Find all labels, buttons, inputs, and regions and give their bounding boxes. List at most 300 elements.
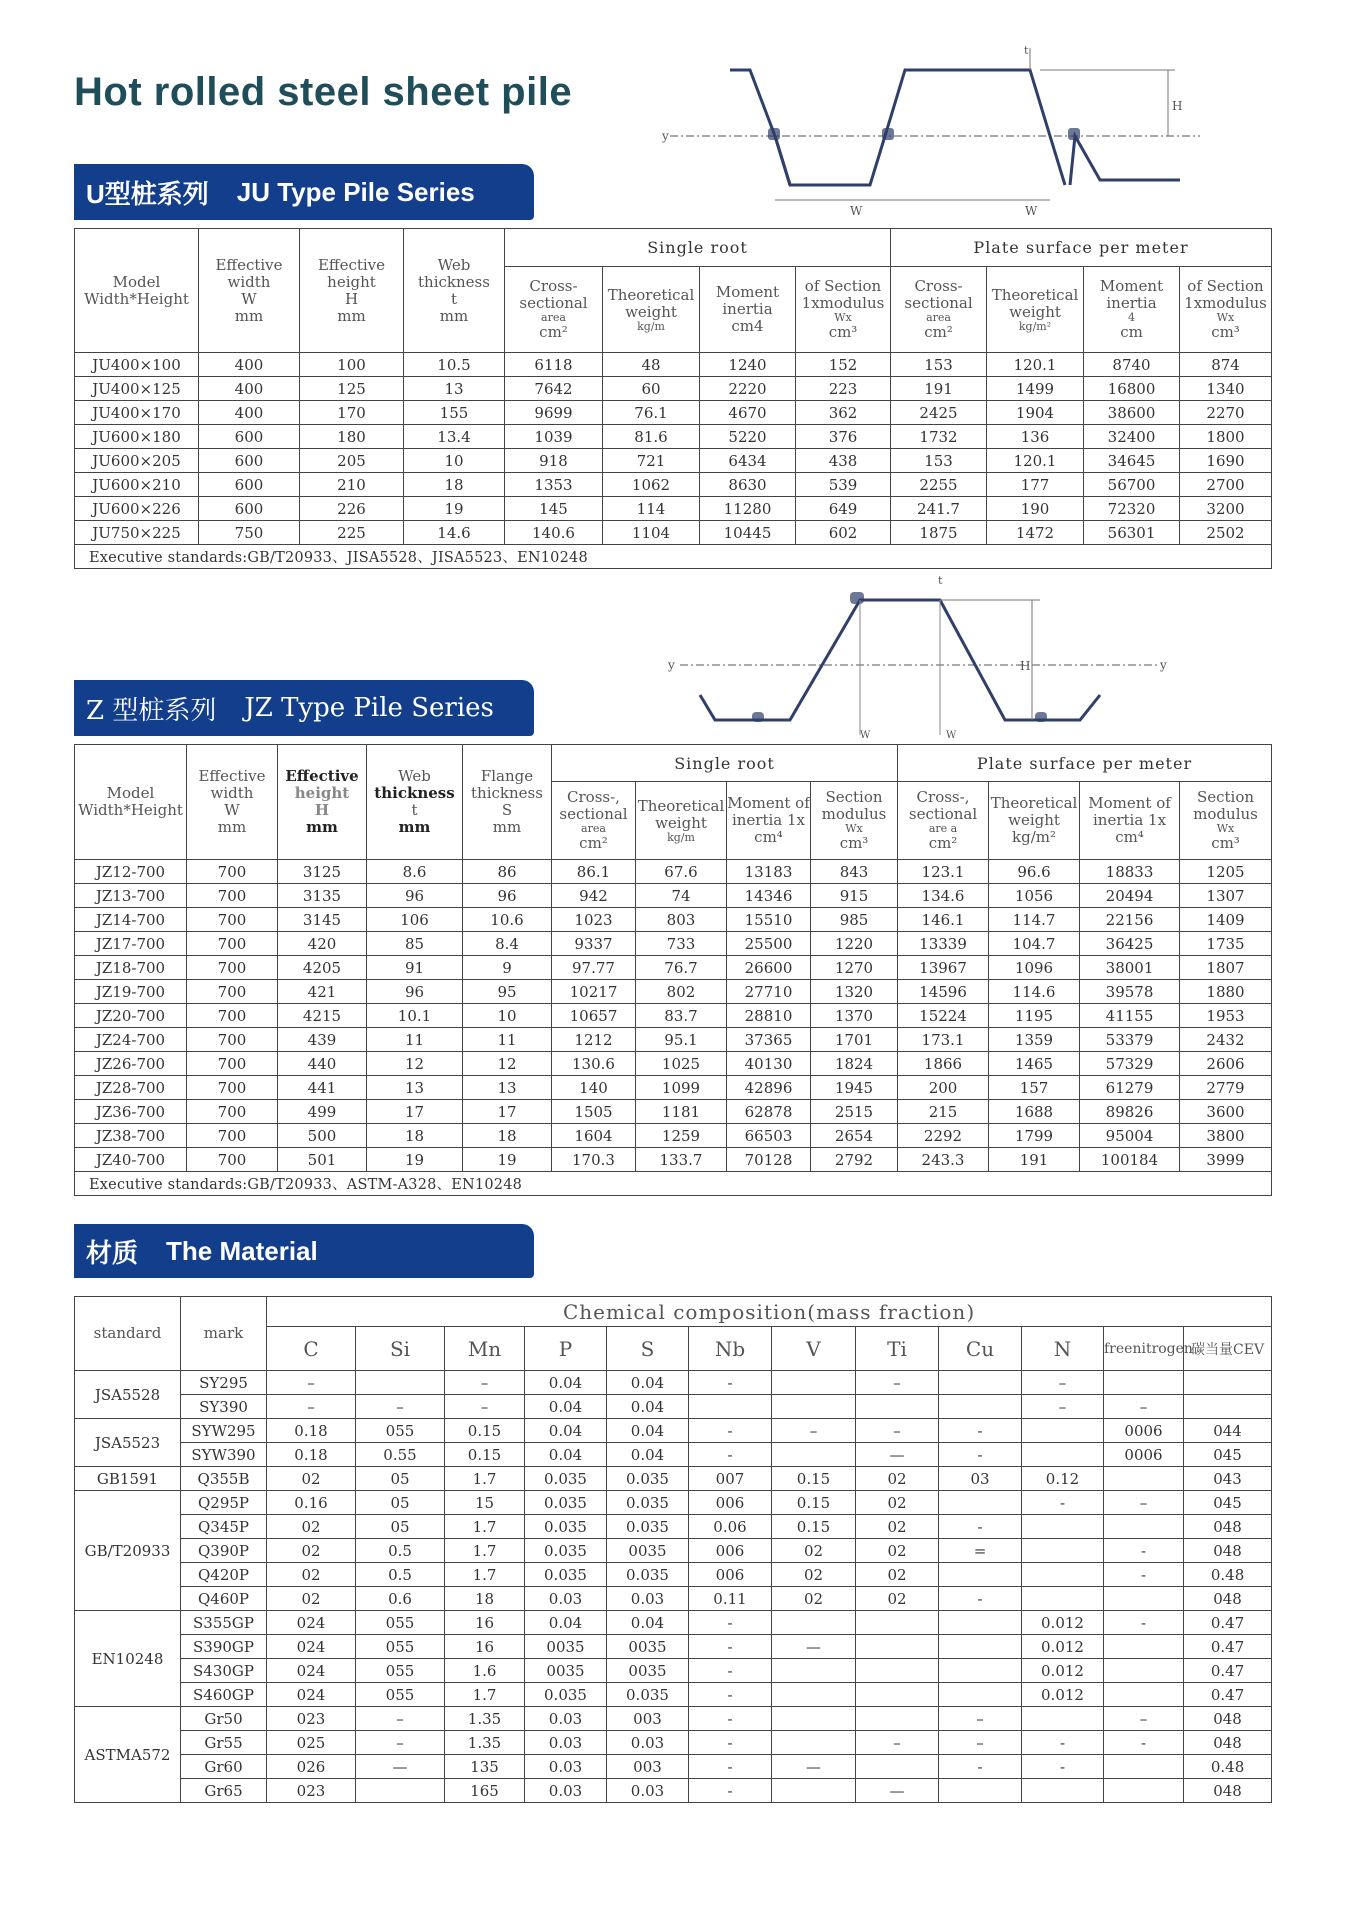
value-cell: 1270 xyxy=(811,956,898,980)
ju-head-web: Web thickness t mm xyxy=(404,229,505,353)
mark-cell: S390GP xyxy=(181,1635,267,1659)
value-cell xyxy=(772,1395,856,1419)
table-row xyxy=(75,401,1272,425)
value-cell: 2700 xyxy=(1180,473,1272,497)
value-cell xyxy=(772,1707,856,1731)
table-row xyxy=(75,1731,1272,1755)
jz-head-p-weight: Theoretical weight kg/m² xyxy=(989,782,1080,860)
value-cell: 130.6 xyxy=(552,1052,636,1076)
element-header: Nb xyxy=(689,1327,772,1371)
value-cell: 100 xyxy=(300,353,404,377)
value-cell: 055 xyxy=(356,1419,445,1443)
value-cell: 0.04 xyxy=(525,1371,607,1395)
value-cell xyxy=(772,1659,856,1683)
value-cell: 0.55 xyxy=(356,1443,445,1467)
table-row xyxy=(75,449,1272,473)
value-cell: 1880 xyxy=(1180,980,1272,1004)
value-cell: 915 xyxy=(811,884,898,908)
value-cell: 439 xyxy=(278,1028,367,1052)
value-cell: 81.6 xyxy=(603,425,700,449)
value-cell: 106 xyxy=(367,908,463,932)
value-cell: 0.035 xyxy=(607,1563,689,1587)
value-cell: 499 xyxy=(278,1100,367,1124)
mark-cell: Q460P xyxy=(181,1587,267,1611)
value-cell: 0.47 xyxy=(1184,1683,1272,1707)
value-cell: 241.7 xyxy=(891,497,987,521)
value-cell: 500 xyxy=(278,1124,367,1148)
value-cell: 600 xyxy=(199,425,300,449)
value-cell: 15224 xyxy=(898,1004,989,1028)
value-cell: 1205 xyxy=(1180,860,1272,884)
value-cell xyxy=(856,1683,939,1707)
table-row xyxy=(75,1371,1272,1395)
value-cell: 153 xyxy=(891,449,987,473)
value-cell: 1799 xyxy=(989,1124,1080,1148)
value-cell: 0.03 xyxy=(525,1707,607,1731)
value-cell: 600 xyxy=(199,497,300,521)
value-cell: 36425 xyxy=(1080,932,1180,956)
value-cell: 89826 xyxy=(1080,1100,1180,1124)
value-cell: 10.1 xyxy=(367,1004,463,1028)
value-cell: 1505 xyxy=(552,1100,636,1124)
table-row xyxy=(75,908,1272,932)
jz-head-p-area: Cross-, sectional are a cm² xyxy=(898,782,989,860)
value-cell: - xyxy=(689,1611,772,1635)
value-cell: 4215 xyxy=(278,1004,367,1028)
ju-head-p-weight: Theoretical weight kg/m² xyxy=(987,267,1084,353)
value-cell: 1212 xyxy=(552,1028,636,1052)
value-cell: 1499 xyxy=(987,377,1084,401)
value-cell: 0.15 xyxy=(772,1467,856,1491)
mark-cell: S430GP xyxy=(181,1659,267,1683)
value-cell: 700 xyxy=(187,1076,278,1100)
jz-head-p-modulus: Section modulus Wx cm³ xyxy=(1180,782,1272,860)
value-cell: 700 xyxy=(187,1004,278,1028)
value-cell: 96 xyxy=(367,884,463,908)
value-cell: - xyxy=(689,1731,772,1755)
element-header: N xyxy=(1022,1327,1104,1371)
value-cell: 0.012 xyxy=(1022,1659,1104,1683)
value-cell: — xyxy=(772,1635,856,1659)
value-cell: - xyxy=(689,1635,772,1659)
value-cell: 1824 xyxy=(811,1052,898,1076)
table-row xyxy=(75,1076,1272,1100)
value-cell: 226 xyxy=(300,497,404,521)
value-cell: – xyxy=(267,1395,356,1419)
z-height-h-label: H xyxy=(1020,659,1031,673)
value-cell xyxy=(939,1659,1022,1683)
value-cell: 0.035 xyxy=(607,1467,689,1491)
value-cell xyxy=(939,1491,1022,1515)
value-cell: 1472 xyxy=(987,521,1084,545)
table-row xyxy=(75,521,1272,545)
z-thickness-t-label: t xyxy=(938,574,943,587)
value-cell: 20494 xyxy=(1080,884,1180,908)
value-cell: 0.04 xyxy=(607,1371,689,1395)
ju-pile-table xyxy=(74,228,1272,569)
value-cell xyxy=(1022,1587,1104,1611)
value-cell: 0.47 xyxy=(1184,1611,1272,1635)
value-cell: 843 xyxy=(811,860,898,884)
table-row xyxy=(75,1611,1272,1635)
jz-standards: Executive standards:GB/T20933、ASTM-A328、EN10248 xyxy=(75,1172,1272,1196)
value-cell: 0.035 xyxy=(607,1515,689,1539)
value-cell: 007 xyxy=(689,1467,772,1491)
value-cell: 02 xyxy=(856,1515,939,1539)
value-cell: 3125 xyxy=(278,860,367,884)
value-cell: 025 xyxy=(267,1731,356,1755)
ju-head-s-area: Cross- sectional area cm² xyxy=(505,267,603,353)
value-cell: 243.3 xyxy=(898,1148,989,1172)
value-cell: 055 xyxy=(356,1659,445,1683)
value-cell: 225 xyxy=(300,521,404,545)
value-cell: 1.35 xyxy=(445,1731,525,1755)
element-header: C xyxy=(267,1327,356,1371)
value-cell xyxy=(1104,1659,1184,1683)
value-cell: 62878 xyxy=(727,1100,811,1124)
value-cell: 400 xyxy=(199,377,300,401)
z-width-w2-label: W xyxy=(946,730,957,741)
value-cell: 223 xyxy=(796,377,891,401)
value-cell: 006 xyxy=(689,1539,772,1563)
jz-head-web: Web thickness t mm xyxy=(367,745,463,860)
value-cell: 02 xyxy=(772,1587,856,1611)
value-cell xyxy=(1104,1635,1184,1659)
value-cell: 27710 xyxy=(727,980,811,1004)
ju-head-s-modulus: of Section 1xmodulus Wx cm³ xyxy=(796,267,891,353)
table-row xyxy=(75,1124,1272,1148)
value-cell: 0.012 xyxy=(1022,1683,1104,1707)
value-cell: 043 xyxy=(1184,1467,1272,1491)
value-cell xyxy=(1104,1755,1184,1779)
table-row xyxy=(75,1443,1272,1467)
value-cell: 97.77 xyxy=(552,956,636,980)
model-cell: JZ17-700 xyxy=(75,932,187,956)
value-cell: 180 xyxy=(300,425,404,449)
value-cell: 85 xyxy=(367,932,463,956)
ju-banner-en: JU Type Pile Series xyxy=(236,176,475,207)
value-cell: 02 xyxy=(267,1515,356,1539)
value-cell: 10445 xyxy=(700,521,796,545)
table-row xyxy=(75,1004,1272,1028)
value-cell xyxy=(1104,1779,1184,1803)
value-cell: 421 xyxy=(278,980,367,1004)
value-cell: 0.06 xyxy=(689,1515,772,1539)
value-cell: 0035 xyxy=(607,1659,689,1683)
value-cell xyxy=(772,1371,856,1395)
value-cell: 1056 xyxy=(989,884,1080,908)
value-cell: 420 xyxy=(278,932,367,956)
value-cell: 8.4 xyxy=(463,932,552,956)
value-cell: – xyxy=(856,1731,939,1755)
value-cell: 0.03 xyxy=(525,1779,607,1803)
value-cell: 1181 xyxy=(636,1100,727,1124)
value-cell: 10 xyxy=(404,449,505,473)
value-cell: 02 xyxy=(772,1539,856,1563)
value-cell: 157 xyxy=(989,1076,1080,1100)
value-cell: 3800 xyxy=(1180,1124,1272,1148)
value-cell: 0.48 xyxy=(1184,1755,1272,1779)
element-header: V xyxy=(772,1327,856,1371)
value-cell: 1875 xyxy=(891,521,987,545)
value-cell: 18 xyxy=(404,473,505,497)
value-cell: 120.1 xyxy=(987,449,1084,473)
value-cell: 70128 xyxy=(727,1148,811,1172)
thickness-t-label: t xyxy=(1024,44,1029,57)
value-cell xyxy=(1022,1707,1104,1731)
value-cell: — xyxy=(356,1755,445,1779)
value-cell: 023 xyxy=(267,1779,356,1803)
value-cell: 1866 xyxy=(898,1052,989,1076)
ju-group-single: Single root xyxy=(505,229,891,267)
value-cell: 1259 xyxy=(636,1124,727,1148)
value-cell: - xyxy=(1104,1539,1184,1563)
model-cell: JU600×210 xyxy=(75,473,199,497)
ju-standards: Executive standards:GB/T20933、JISA5528、JISA5523、EN10248 xyxy=(75,545,1272,569)
value-cell: 1062 xyxy=(603,473,700,497)
height-h-label: H xyxy=(1172,99,1183,113)
value-cell: 02 xyxy=(856,1539,939,1563)
value-cell: 985 xyxy=(811,908,898,932)
table-row xyxy=(75,1395,1272,1419)
value-cell: 2255 xyxy=(891,473,987,497)
value-cell: 0.03 xyxy=(607,1587,689,1611)
value-cell xyxy=(1104,1683,1184,1707)
element-header: Mn xyxy=(445,1327,525,1371)
value-cell: 96.6 xyxy=(989,860,1080,884)
value-cell: 1353 xyxy=(505,473,603,497)
value-cell xyxy=(856,1395,939,1419)
value-cell: 14596 xyxy=(898,980,989,1004)
value-cell: 0035 xyxy=(607,1635,689,1659)
model-cell: JZ18-700 xyxy=(75,956,187,980)
value-cell: - xyxy=(1022,1731,1104,1755)
value-cell: 170 xyxy=(300,401,404,425)
mark-cell: Q345P xyxy=(181,1515,267,1539)
model-cell: JU400×170 xyxy=(75,401,199,425)
value-cell: 0.035 xyxy=(607,1491,689,1515)
table-row xyxy=(75,425,1272,449)
value-cell: 10657 xyxy=(552,1004,636,1028)
value-cell: 1732 xyxy=(891,425,987,449)
element-header: 碳当量CEV xyxy=(1184,1327,1272,1371)
value-cell: 024 xyxy=(267,1683,356,1707)
value-cell: 3145 xyxy=(278,908,367,932)
material-banner-cn: 材质 xyxy=(86,1237,139,1268)
value-cell: 0035 xyxy=(525,1659,607,1683)
jz-head-eff-width: Effective width W mm xyxy=(187,745,278,860)
value-cell: 6118 xyxy=(505,353,603,377)
value-cell: 1.7 xyxy=(445,1683,525,1707)
value-cell: 1023 xyxy=(552,908,636,932)
value-cell: 440 xyxy=(278,1052,367,1076)
value-cell: 0.18 xyxy=(267,1443,356,1467)
ju-group-plate: Plate surface per meter xyxy=(891,229,1272,267)
value-cell: 2220 xyxy=(700,377,796,401)
value-cell: 0.03 xyxy=(525,1731,607,1755)
value-cell: 02 xyxy=(267,1539,356,1563)
value-cell: 123.1 xyxy=(898,860,989,884)
material-banner xyxy=(74,1224,534,1278)
value-cell: 57329 xyxy=(1080,1052,1180,1076)
value-cell: 0.15 xyxy=(772,1491,856,1515)
value-cell: 055 xyxy=(356,1683,445,1707)
value-cell xyxy=(1184,1371,1272,1395)
value-cell: 146.1 xyxy=(898,908,989,932)
value-cell: 006 xyxy=(689,1491,772,1515)
value-cell: 22156 xyxy=(1080,908,1180,932)
value-cell: 2292 xyxy=(898,1124,989,1148)
value-cell: 1800 xyxy=(1180,425,1272,449)
value-cell: 02 xyxy=(267,1467,356,1491)
value-cell: 942 xyxy=(552,884,636,908)
value-cell: 1340 xyxy=(1180,377,1272,401)
value-cell: 02 xyxy=(856,1467,939,1491)
value-cell: 03 xyxy=(939,1467,1022,1491)
ju-head-p-area: Cross- sectional area cm² xyxy=(891,267,987,353)
value-cell: 9699 xyxy=(505,401,603,425)
model-cell: JZ13-700 xyxy=(75,884,187,908)
value-cell: 74 xyxy=(636,884,727,908)
value-cell: 13967 xyxy=(898,956,989,980)
value-cell: 152 xyxy=(796,353,891,377)
table-row xyxy=(75,497,1272,521)
value-cell: – xyxy=(267,1371,356,1395)
mark-cell: S460GP xyxy=(181,1683,267,1707)
value-cell: 125 xyxy=(300,377,404,401)
value-cell: 803 xyxy=(636,908,727,932)
value-cell: 42896 xyxy=(727,1076,811,1100)
value-cell xyxy=(772,1443,856,1467)
value-cell: 0.03 xyxy=(525,1587,607,1611)
value-cell: 0035 xyxy=(607,1539,689,1563)
value-cell: 376 xyxy=(796,425,891,449)
value-cell: 02 xyxy=(267,1563,356,1587)
mark-cell: SYW390 xyxy=(181,1443,267,1467)
value-cell: - xyxy=(939,1443,1022,1467)
value-cell xyxy=(1104,1371,1184,1395)
ju-head-s-weight: Theoretical weight kg/m xyxy=(603,267,700,353)
value-cell: 200 xyxy=(898,1076,989,1100)
value-cell: 05 xyxy=(356,1467,445,1491)
model-cell: JZ28-700 xyxy=(75,1076,187,1100)
value-cell: 0.18 xyxy=(267,1419,356,1443)
value-cell: — xyxy=(772,1755,856,1779)
model-cell: JU600×226 xyxy=(75,497,199,521)
value-cell: 0006 xyxy=(1104,1419,1184,1443)
value-cell: 048 xyxy=(1184,1587,1272,1611)
mark-cell: Gr60 xyxy=(181,1755,267,1779)
value-cell xyxy=(939,1683,1022,1707)
value-cell: 12 xyxy=(367,1052,463,1076)
value-cell: 1409 xyxy=(1180,908,1272,932)
value-cell: 16 xyxy=(445,1635,525,1659)
mark-cell: SYW295 xyxy=(181,1419,267,1443)
model-cell: JZ19-700 xyxy=(75,980,187,1004)
table-row xyxy=(75,1100,1272,1124)
value-cell: 2425 xyxy=(891,401,987,425)
value-cell: 700 xyxy=(187,1052,278,1076)
value-cell: 140.6 xyxy=(505,521,603,545)
value-cell: 19 xyxy=(367,1148,463,1172)
value-cell: 37365 xyxy=(727,1028,811,1052)
value-cell: – xyxy=(1104,1707,1184,1731)
table-row xyxy=(75,1539,1272,1563)
value-cell: 024 xyxy=(267,1659,356,1683)
value-cell: 95004 xyxy=(1080,1124,1180,1148)
value-cell: 13339 xyxy=(898,932,989,956)
value-cell: 1701 xyxy=(811,1028,898,1052)
value-cell: 153 xyxy=(891,353,987,377)
value-cell: 2779 xyxy=(1180,1076,1272,1100)
value-cell: 14346 xyxy=(727,884,811,908)
value-cell: 048 xyxy=(1184,1515,1272,1539)
jz-group-plate: Plate surface per meter xyxy=(898,745,1272,782)
value-cell: 140 xyxy=(552,1076,636,1100)
value-cell: 0.035 xyxy=(525,1491,607,1515)
value-cell: 600 xyxy=(199,449,300,473)
value-cell: 2792 xyxy=(811,1148,898,1172)
value-cell: 0.035 xyxy=(525,1539,607,1563)
value-cell: 12 xyxy=(463,1052,552,1076)
jz-group-single: Single root xyxy=(552,745,898,782)
value-cell: 0035 xyxy=(525,1635,607,1659)
material-banner-en: The Material xyxy=(166,1235,318,1266)
value-cell: 26600 xyxy=(727,956,811,980)
value-cell: 13 xyxy=(463,1076,552,1100)
value-cell: 1688 xyxy=(989,1100,1080,1124)
value-cell: 05 xyxy=(356,1515,445,1539)
value-cell: 19 xyxy=(404,497,505,521)
value-cell: 0.47 xyxy=(1184,1659,1272,1683)
value-cell: 6434 xyxy=(700,449,796,473)
value-cell: 4205 xyxy=(278,956,367,980)
z-pile-profile-diagram xyxy=(660,570,1180,740)
value-cell: 024 xyxy=(267,1611,356,1635)
ju-series-banner xyxy=(74,164,534,220)
z-width-w1-label: W xyxy=(860,730,871,741)
value-cell: 602 xyxy=(796,521,891,545)
value-cell: 1.7 xyxy=(445,1539,525,1563)
value-cell: 61279 xyxy=(1080,1076,1180,1100)
value-cell: 56301 xyxy=(1084,521,1180,545)
value-cell: 874 xyxy=(1180,353,1272,377)
table-row xyxy=(75,1052,1272,1076)
value-cell: 0.04 xyxy=(607,1419,689,1443)
model-cell: JZ14-700 xyxy=(75,908,187,932)
table-row xyxy=(75,1683,1272,1707)
value-cell: 10.6 xyxy=(463,908,552,932)
table-row xyxy=(75,1148,1272,1172)
value-cell: 15510 xyxy=(727,908,811,932)
value-cell: – xyxy=(1104,1491,1184,1515)
value-cell xyxy=(856,1659,939,1683)
value-cell: 700 xyxy=(187,908,278,932)
jz-pile-table xyxy=(74,744,1272,1196)
value-cell xyxy=(856,1611,939,1635)
value-cell: 40130 xyxy=(727,1052,811,1076)
value-cell: 0.04 xyxy=(525,1395,607,1419)
value-cell: 441 xyxy=(278,1076,367,1100)
jz-head-s-weight: Theoretical weight kg/m xyxy=(636,782,727,860)
value-cell: 145 xyxy=(505,497,603,521)
value-cell: 13 xyxy=(367,1076,463,1100)
value-cell: 2432 xyxy=(1180,1028,1272,1052)
value-cell: 9337 xyxy=(552,932,636,956)
model-cell: JU600×205 xyxy=(75,449,199,473)
value-cell: 1.35 xyxy=(445,1707,525,1731)
table-row xyxy=(75,1491,1272,1515)
